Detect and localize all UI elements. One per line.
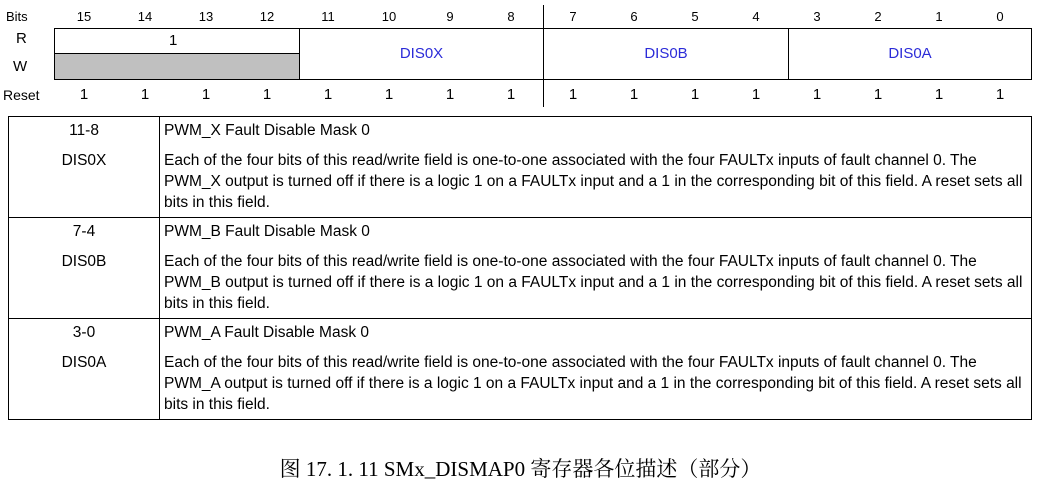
reset-value: 1	[201, 86, 211, 103]
bit-number: 15	[76, 9, 92, 24]
bit-number: 6	[630, 9, 638, 24]
bit-number: 7	[569, 9, 577, 24]
reset-value: 1	[995, 86, 1005, 103]
bit-number: 8	[507, 9, 515, 24]
bit-number: 0	[996, 9, 1004, 24]
reset-value: 1	[934, 86, 944, 103]
field-description: Each of the four bits of this read/write field is one-to-one associated with the four FAULTx inputs of fault channel 0. The PWM_X output is turned off if there is a logic 1 on a FAULTx input and a 1 in the corresponding bit of this field. A reset sets all bits in this field.	[164, 152, 1023, 211]
field-id-cell	[9, 319, 160, 420]
reset-value: 1	[79, 86, 89, 103]
bit-number: 14	[137, 9, 153, 24]
field-description: Each of the four bits of this read/write field is one-to-one associated with the four FAULTx inputs of fault channel 0. The PWM_A output is turned off if there is a logic 1 on a FAULTx input and a 1 in the corresponding bit of this field. A reset sets all bits in this field.	[164, 354, 1022, 413]
reset-value: 1	[690, 86, 700, 103]
register-bit-map	[0, 0, 1041, 112]
field-id-cell	[9, 218, 160, 319]
bit-number: 2	[874, 9, 882, 24]
field-name: DIS0B	[61, 253, 107, 270]
table-row	[9, 218, 1032, 319]
figure-caption: 图 17. 1. 11 SMx_DISMAP0 寄存器各位描述（部分）	[279, 457, 762, 481]
field-title: PWM_X Fault Disable Mask 0	[164, 122, 370, 139]
read-label: R	[16, 30, 27, 47]
bit-number: 3	[813, 9, 821, 24]
bit-number: 9	[446, 9, 454, 24]
reset-value: 1	[262, 86, 272, 103]
reset-value: 1	[384, 86, 394, 103]
field-id-cell	[9, 117, 160, 218]
reserved-read-cell	[55, 29, 299, 54]
field-desc-cell	[160, 319, 1032, 420]
table-row	[9, 117, 1032, 218]
field-desc-cell	[160, 117, 1032, 218]
bit-number: 12	[259, 9, 275, 24]
reset-value: 1	[812, 86, 822, 103]
reset-value: 1	[568, 86, 578, 103]
byte-separator	[543, 80, 544, 107]
field-desc-cell	[160, 218, 1032, 319]
bit-number: 13	[198, 9, 214, 24]
bit-number: 11	[321, 9, 335, 24]
byte-separator	[543, 5, 544, 29]
reset-value: 1	[506, 86, 516, 103]
reserved-read-value: 1	[169, 32, 178, 49]
reset-value: 1	[445, 86, 455, 103]
write-label: W	[13, 58, 28, 75]
reset-label: Reset	[3, 87, 40, 103]
reset-value: 1	[140, 86, 150, 103]
register-box	[54, 28, 1032, 80]
reset-value: 1	[751, 86, 761, 103]
table-row	[9, 319, 1032, 420]
field-description: Each of the four bits of this read/write field is one-to-one associated with the four FAULTx inputs of fault channel 0. The PWM_B output is turned off if there is a logic 1 on a FAULTx input and a 1 in the corresponding bit of this field. A reset sets all bits in this field.	[164, 253, 1023, 312]
field-bits: 11-8	[69, 122, 99, 139]
field-title: PWM_B Fault Disable Mask 0	[164, 223, 370, 240]
bit-number: 5	[691, 9, 699, 24]
field-title: PWM_A Fault Disable Mask 0	[164, 324, 370, 341]
bit-number: 10	[381, 9, 397, 24]
field-dis0a: DIS0A	[888, 45, 932, 62]
field-name: DIS0A	[61, 354, 107, 371]
reset-value: 1	[629, 86, 639, 103]
field-bits: 3-0	[72, 324, 96, 341]
field-bits: 7-4	[72, 223, 96, 240]
bits-label: Bits	[6, 9, 28, 24]
reset-value: 1	[873, 86, 883, 103]
bit-number: 1	[935, 9, 943, 24]
field-description-table	[8, 116, 1032, 420]
reserved-write-cell	[55, 54, 299, 79]
reset-value: 1	[323, 86, 333, 103]
field-dis0b: DIS0B	[644, 45, 688, 62]
field-name: DIS0X	[61, 152, 107, 169]
field-dis0x: DIS0X	[399, 45, 444, 62]
bit-number: 4	[752, 9, 760, 24]
